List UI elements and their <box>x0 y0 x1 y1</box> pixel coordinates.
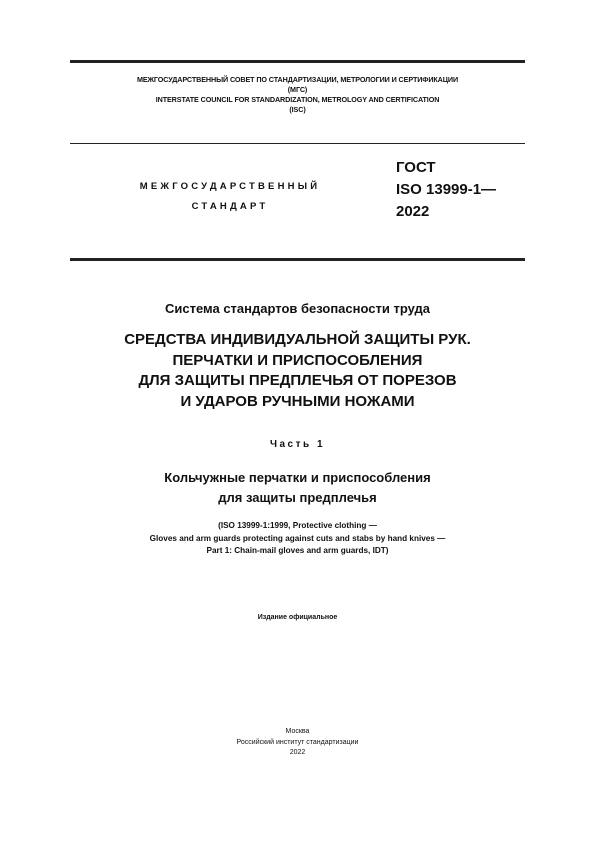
main-title-line4: И УДАРОВ РУЧНЫМИ НОЖАМИ <box>180 392 415 410</box>
standard-designation <box>396 157 496 223</box>
original-ref-line3: Part 1: Chain-mail gloves and arm guards, IDT) <box>206 546 389 555</box>
council-name-en: INTERSTATE COUNCIL FOR STANDARDIZATION, METROLOGY AND CERTIFICATION <box>155 95 440 104</box>
publisher-city: Москва <box>285 728 310 735</box>
part-label: Часть 1 <box>269 439 326 450</box>
standard-type-line1: МЕЖГОСУДАРСТВЕННЫЙ <box>139 181 321 192</box>
system-title: Система стандартов безопасности труда <box>165 301 430 316</box>
standard-type-line2: СТАНДАРТ <box>191 201 269 212</box>
original-ref-line2: Gloves and arm guards protecting against cuts and stabs by hand knives — <box>149 533 446 543</box>
main-title-line3: ДЛЯ ЗАЩИТЫ ПРЕДПЛЕЧЬЯ ОТ ПОРЕЗОВ <box>138 372 457 389</box>
middle-rule <box>70 143 525 144</box>
bottom-rule <box>70 258 525 261</box>
council-name-ru: МЕЖГОСУДАРСТВЕННЫЙ СОВЕТ ПО СТАНДАРТИЗАЦИИ, МЕТРОЛОГИИ И СЕРТИФИКАЦИИ <box>136 75 459 84</box>
council-header <box>60 75 535 115</box>
part-title-line1: Кольчужные перчатки и приспособления <box>164 470 431 485</box>
edition-label: Издание официальное <box>257 614 338 621</box>
standard-type-label <box>100 177 360 217</box>
council-abbr-en: (ISC) <box>289 105 306 114</box>
designation-line2: ISO 13999-1— <box>396 181 497 198</box>
main-title-line1: СРЕДСТВА ИНДИВИДУАЛЬНОЙ ЗАЩИТЫ РУК. <box>124 331 471 348</box>
part-title-line2: для защиты предплечья <box>218 489 377 505</box>
publisher-institute: Российский институт стандартизации <box>236 738 359 746</box>
part-title <box>40 468 555 507</box>
original-standard-reference <box>40 520 555 558</box>
council-abbr-ru: (МГС) <box>287 85 308 94</box>
designation-line3: 2022 <box>396 203 430 220</box>
designation-line1: ГОСТ <box>396 159 436 176</box>
publisher-block <box>40 727 555 759</box>
main-title <box>40 330 555 412</box>
original-ref-line1: (ISO 13999-1:1999, Protective clothing — <box>218 521 377 530</box>
top-rule <box>70 60 525 63</box>
main-title-line2: ПЕРЧАТКИ И ПРИСПОСОБЛЕНИЯ <box>172 351 423 369</box>
publisher-year: 2022 <box>289 749 306 756</box>
